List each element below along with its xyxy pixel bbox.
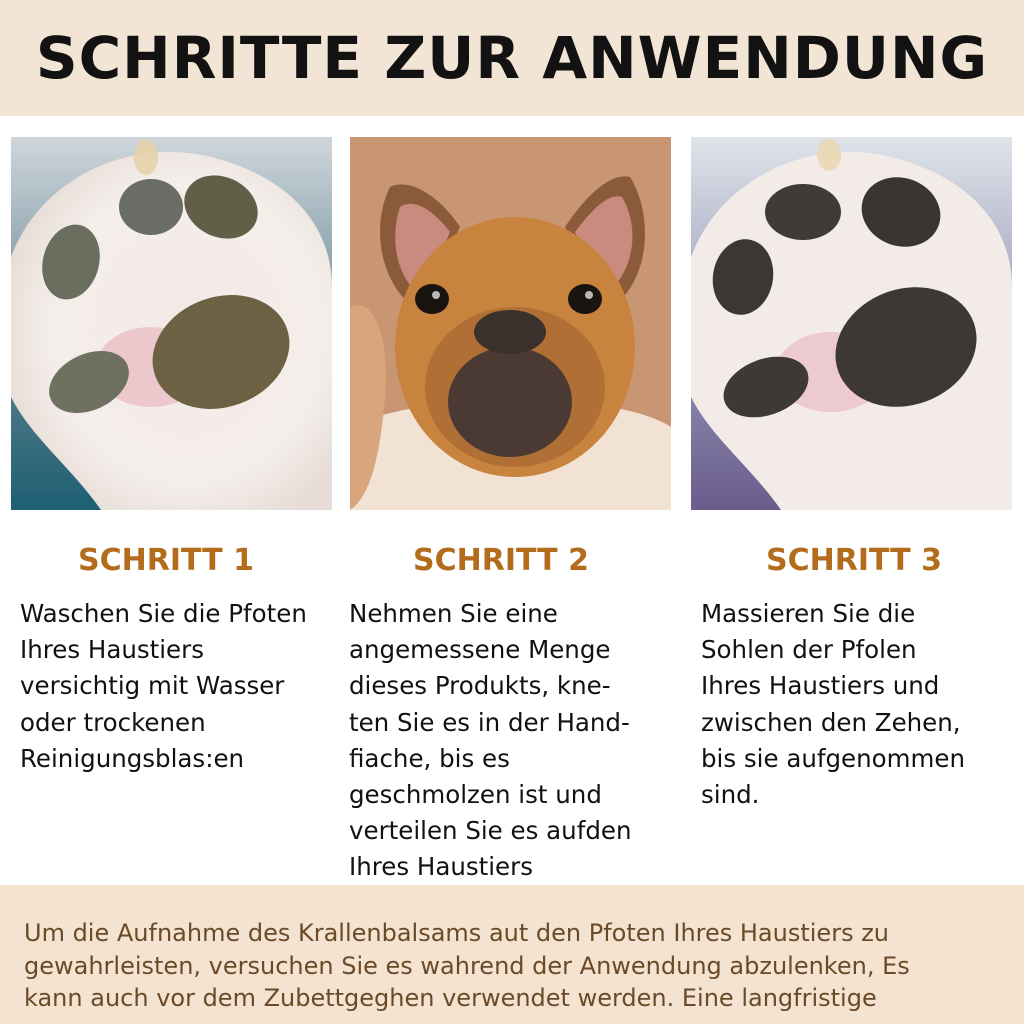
footer-note [0, 885, 1024, 1024]
header-banner [0, 0, 1024, 116]
step-1-title: SCHRITT 1 [78, 543, 254, 578]
paw-pad-icon [691, 137, 1012, 510]
step-3-paw-photo [691, 137, 1012, 510]
step-1-paw-photo [11, 137, 332, 510]
step-2-title: SCHRITT 2 [413, 543, 589, 578]
step-3-title: SCHRITT 3 [766, 543, 942, 578]
step-1-text: Waschen Sie die Pfoten Ihres Haustiers versichtig mit Wasser oder trockenen Reinigungsblas:en [20, 599, 307, 773]
page-title: SCHRITTE ZUR ANWENDUNG [35, 24, 989, 92]
step-2-dog-photo [350, 137, 671, 510]
paw-pad-icon [11, 137, 332, 510]
step-3-text: Massieren Sie die Sohlen der Pfolen Ihres Haustiers und zwischen den Zehen, bis sie aufgenommen sind. [701, 599, 965, 810]
french-bulldog-icon [350, 137, 671, 510]
step-2-text: Nehmen Sie eine angemessene Menge dieses Produkts, kne- ten Sie es in der Hand- fiache, bis es geschmolzen ist und verteilen Sie es aufden Ihres Haustiers [349, 599, 632, 882]
footer-text: Um die Aufnahme des Krallenbalsams aut den Pfoten Ihres Haustiers zu gewahrleisten, versuchen Sie es wahrend der Anwendung abzulenken, Es kann auch vor dem Zubettgeghen verwendet werden. Eine langfristige [24, 919, 910, 1012]
